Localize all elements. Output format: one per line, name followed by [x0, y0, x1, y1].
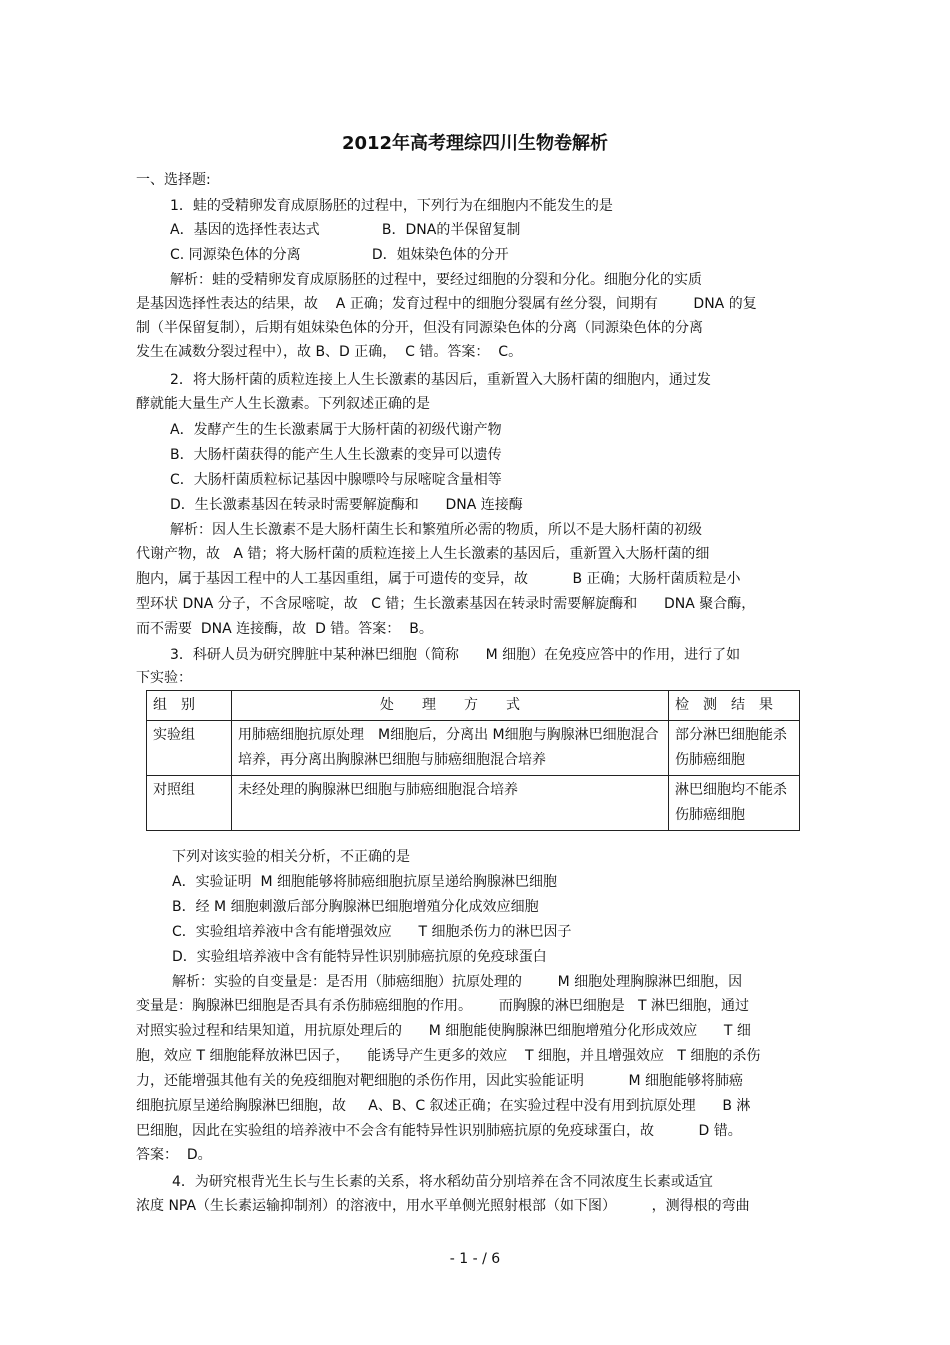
table-cell: 部分淋巴细胞能杀伤肺癌细胞 [669, 721, 800, 776]
option-line: C．实验组培养液中含有能增强效应 T 细胞杀伤力的淋巴因子 [172, 924, 572, 940]
option-line: B．大肠杆菌获得的能产生人生长激素的变异可以遗传 [170, 447, 502, 463]
analysis-line: 制（半保留复制），后期有姐妹染色体的分开，但没有同源染色体的分离（同源染色体的分离 [136, 320, 703, 336]
page-title: 2012年高考理综四川生物卷解析 [341, 133, 609, 154]
option-line: A．基因的选择性表达式 B．DNA的半保留复制 [170, 222, 521, 238]
question-line: 浓度 NPA（生长素运输抑制剂）的溶液中，用水平单侧光照射根部（如下图） ，测得根的弯曲 [136, 1198, 750, 1214]
analysis-line: 巴细胞，因此在实验组的培养液中不会含有能特异性识别肺癌抗原的免疫球蛋白，故 D 错。 [136, 1123, 742, 1139]
table-cell: 未经处理的胸腺淋巴细胞与肺癌细胞混合培养 [232, 776, 669, 831]
table-cell: 实验组 [147, 721, 232, 776]
table-header-cell: 检 测 结 果 [669, 691, 800, 721]
table-row [147, 776, 800, 831]
question-3: 3．科研人员为研究脾脏中某种淋巴细胞（简称 M 细胞）在免疫应答中的作用，进行了如 [170, 647, 741, 663]
question-line: 酵就能大量生产人生长激素。下列叙述正确的是 [136, 396, 430, 412]
analysis-line: 解析：实验的自变量是：是否用（肺癌细胞）抗原处理的 M 细胞处理胸腺淋巴细胞，因 [172, 974, 743, 990]
analysis-line: 答案： D。 [136, 1147, 212, 1163]
question-2: 2．将大肠杆菌的质粒连接上人生长激素的基因后，重新置入大肠杆菌的细胞内，通过发 [170, 372, 711, 388]
analysis-line: 对照实验过程和结果知道，用抗原处理后的 M 细胞能使胸腺淋巴细胞增殖分化形成效应 T 细 [136, 1023, 751, 1039]
experiment-table [146, 690, 800, 831]
option-line: B．经 M 细胞刺激后部分胸腺淋巴细胞增殖分化成效应细胞 [172, 899, 539, 915]
question-line: 下实验： [136, 670, 192, 686]
option-line: C. 同源染色体的分离 D．姐妹染色体的分开 [170, 247, 509, 263]
section-heading: 一、选择题: [136, 172, 211, 188]
analysis-line: 而不需要 DNA 连接酶，故 D 错。答案： B。 [136, 621, 433, 637]
question-4: 4．为研究根背光生长与生长素的关系，将水稻幼苗分别培养在含不同浓度生长素或适宜 [172, 1174, 713, 1190]
option-line: A．实验证明 M 细胞能够将肺癌细胞抗原呈递给胸腺淋巴细胞 [172, 874, 558, 890]
analysis-line: 细胞抗原呈递给胸腺淋巴细胞，故 A、B、C 叙述正确；在实验过程中没有用到抗原处理 B 淋 [136, 1098, 751, 1114]
analysis-line: 解析：蛙的受精卵发育成原肠胚的过程中，要经过细胞的分裂和分化。细胞分化的实质 [170, 272, 702, 288]
analysis-line: 变量是：胸腺淋巴细胞是否具有杀伤肺癌细胞的作用。 而胸腺的淋巴细胞是 T 淋巴细胞，通过 [136, 998, 750, 1014]
analysis-line: 胞，效应 T 细胞能释放淋巴因子， 能诱导产生更多的效应 T 细胞，并且增强效应 T 细胞的杀伤 [136, 1048, 761, 1064]
analysis-line: 胞内，属于基因工程中的人工基因重组，属于可遗传的变异，故 B 正确；大肠杆菌质粒是小 [136, 571, 741, 587]
analysis-line: 力，还能增强其他有关的免疫细胞对靶细胞的杀伤作用，因此实验能证明 M 细胞能够将肺癌 [136, 1073, 744, 1089]
analysis-line: 型环状 DNA 分子，不含尿嘧啶，故 C 错；生长激素基因在转录时需要解旋酶和 DNA 聚合酶， [136, 596, 756, 612]
page-number: - 1 - / 6 [449, 1251, 501, 1267]
analysis-line: 代谢产物，故 A 错；将大肠杆菌的质粒连接上人生长激素的基因后，重新置入大肠杆菌的细 [136, 546, 710, 562]
table-cell: 淋巴细胞均不能杀伤肺癌细胞 [669, 776, 800, 831]
table-cell: 对照组 [147, 776, 232, 831]
analysis-line: 是基因选择性表达的结果，故 A 正确；发育过程中的细胞分裂属有丝分裂，间期有 DNA 的复 [136, 296, 757, 312]
analysis-line: 解析：因人生长激素不是大肠杆菌生长和繁殖所必需的物质，所以不是大肠杆菌的初级 [170, 522, 702, 538]
option-line: D．生长激素基因在转录时需要解旋酶和 DNA 连接酶 [170, 497, 523, 513]
question-1: 1．蛙的受精卵发育成原肠胚的过程中，下列行为在细胞内不能发生的是 [170, 198, 613, 214]
table-header-cell: 组 别 [147, 691, 232, 721]
analysis-line: 发生在减数分裂过程中），故 B、D 正确， C 错。答案： C。 [136, 344, 523, 360]
table-header-row [147, 691, 800, 721]
option-line: C．大肠杆菌质粒标记基因中腺嘌呤与尿嘧啶含量相等 [170, 472, 502, 488]
question-line: 下列对该实验的相关分析，不正确的是 [172, 849, 410, 865]
table-header-cell: 处 理 方 式 [232, 691, 669, 721]
table-row [147, 721, 800, 776]
table-cell: 用肺癌细胞抗原处理 M细胞后，分离出 M细胞与胸腺淋巴细胞混合培养，再分离出胸腺淋巴细胞与肺癌细胞混合培养 [232, 721, 669, 776]
option-line: A．发酵产生的生长激素属于大肠杆菌的初级代谢产物 [170, 422, 502, 438]
option-line: D．实验组培养液中含有能特异性识别肺癌抗原的免疫球蛋白 [172, 949, 547, 965]
